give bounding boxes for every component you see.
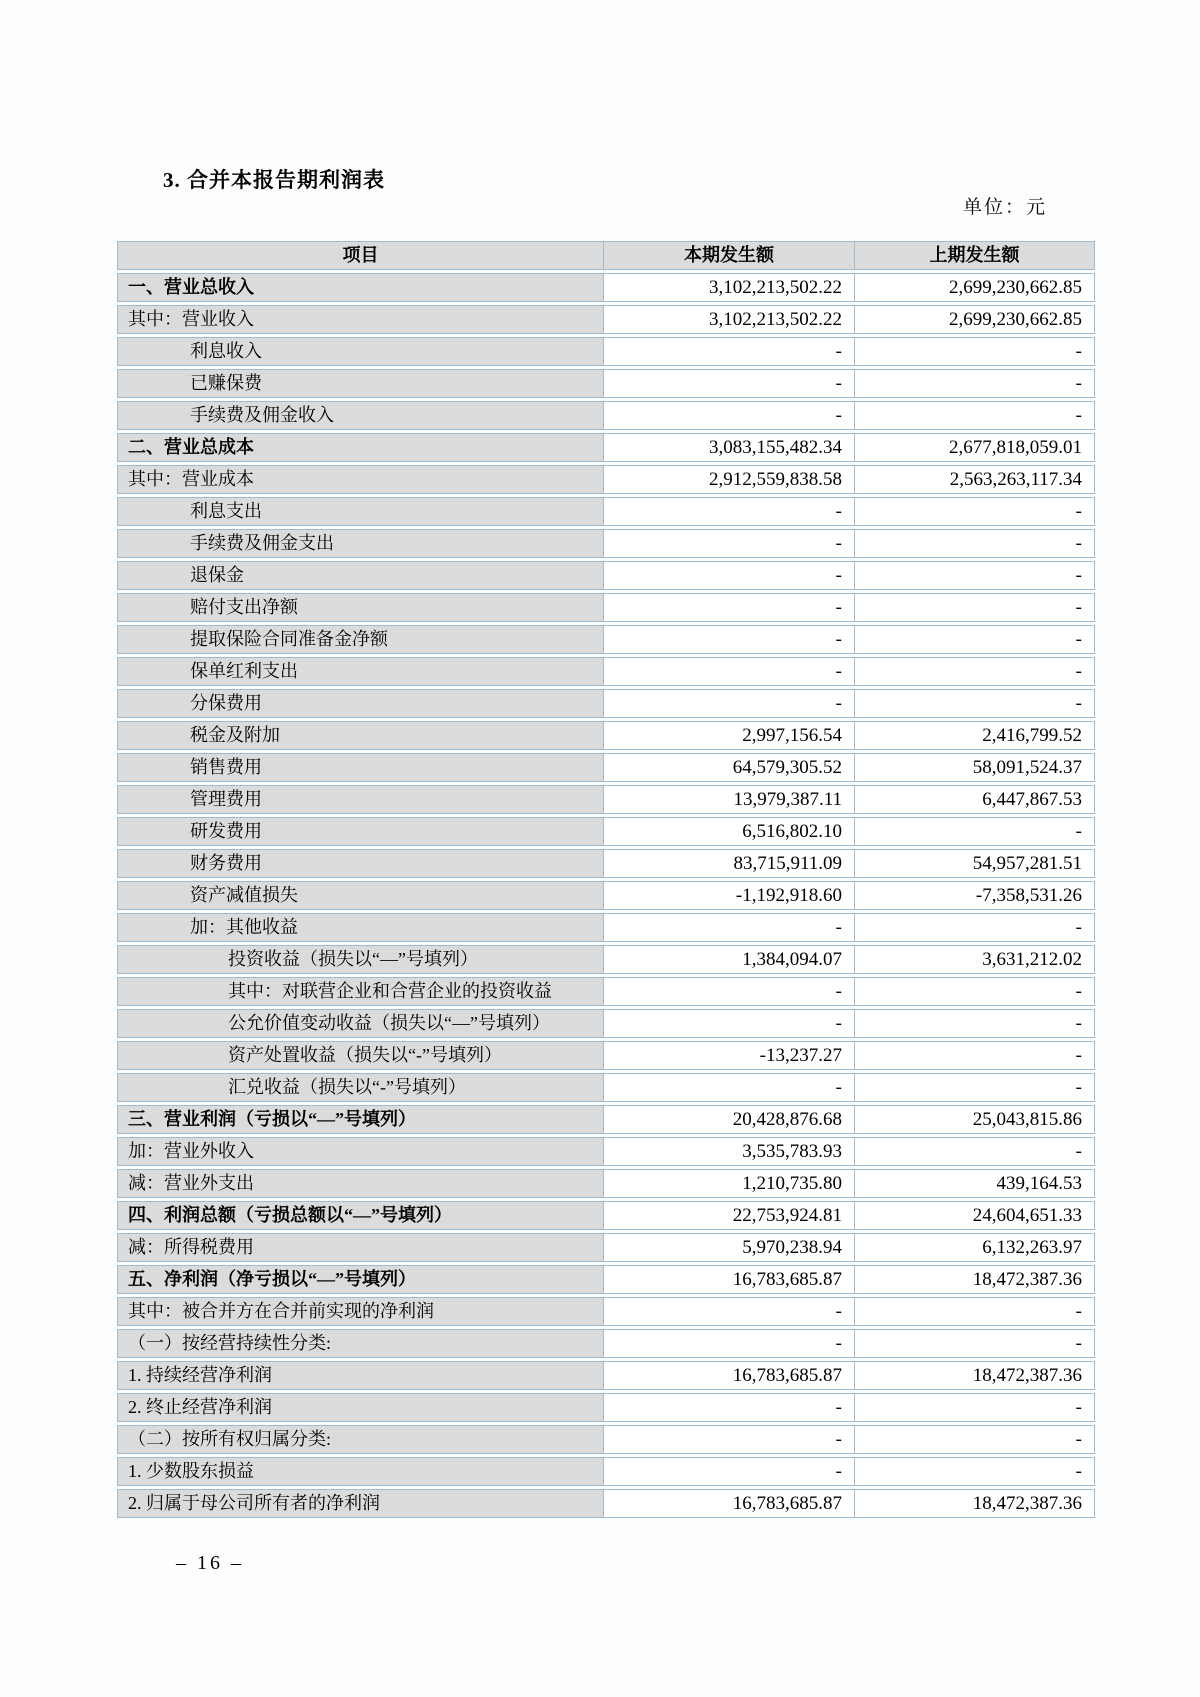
row-label: 资产处置收益（损失以“-”号填列）	[117, 1041, 604, 1070]
row-current-value: -	[604, 1329, 855, 1358]
page-number: – 16 –	[176, 1552, 244, 1574]
table-row	[117, 273, 1095, 302]
row-prior-value: 439,164.53	[855, 1169, 1095, 1198]
row-label: 税金及附加	[117, 721, 604, 750]
row-current-value: -	[604, 1073, 855, 1102]
row-prior-value: -	[855, 1457, 1095, 1486]
table-header	[117, 241, 1095, 270]
table-row	[117, 1361, 1095, 1390]
table-row	[117, 1489, 1095, 1518]
row-label: 三、营业利润（亏损以“—”号填列）	[117, 1105, 604, 1134]
row-label: 加：营业外收入	[117, 1137, 604, 1166]
row-prior-value: 2,699,230,662.85	[855, 305, 1095, 334]
income-statement-table	[117, 238, 1095, 1521]
row-label: 已赚保费	[117, 369, 604, 398]
row-current-value: -	[604, 1297, 855, 1326]
row-label: 四、利润总额（亏损总额以“—”号填列）	[117, 1201, 604, 1230]
row-current-value: 3,083,155,482.34	[604, 433, 855, 462]
row-current-value: -	[604, 1009, 855, 1038]
col-header-current: 本期发生额	[604, 241, 855, 270]
row-label: （一）按经营持续性分类:	[117, 1329, 604, 1358]
row-prior-value: 6,132,263.97	[855, 1233, 1095, 1262]
table-row	[117, 1233, 1095, 1262]
row-label: 其中：对联营企业和合营企业的投资收益	[117, 977, 604, 1006]
row-current-value: -13,237.27	[604, 1041, 855, 1070]
row-current-value: 1,384,094.07	[604, 945, 855, 974]
table-row	[117, 1265, 1095, 1294]
row-prior-value: -	[855, 401, 1095, 430]
row-label: 研发费用	[117, 817, 604, 846]
row-prior-value: 54,957,281.51	[855, 849, 1095, 878]
row-label: 汇兑收益（损失以“-”号填列）	[117, 1073, 604, 1102]
section-title: 3. 合并本报告期利润表	[163, 168, 385, 192]
row-label: 分保费用	[117, 689, 604, 718]
row-current-value: 3,535,783.93	[604, 1137, 855, 1166]
row-prior-value: -	[855, 913, 1095, 942]
table-row	[117, 721, 1095, 750]
row-prior-value: 25,043,815.86	[855, 1105, 1095, 1134]
table-row	[117, 497, 1095, 526]
row-label: 利息收入	[117, 337, 604, 366]
col-header-item: 项目	[117, 241, 604, 270]
row-prior-value: -	[855, 657, 1095, 686]
row-label: 1. 少数股东损益	[117, 1457, 604, 1486]
row-label: 提取保险合同准备金净额	[117, 625, 604, 654]
table-row	[117, 465, 1095, 494]
row-prior-value: 18,472,387.36	[855, 1361, 1095, 1390]
row-current-value: -	[604, 913, 855, 942]
row-label: 2. 归属于母公司所有者的净利润	[117, 1489, 604, 1518]
row-current-value: -	[604, 625, 855, 654]
row-prior-value: 24,604,651.33	[855, 1201, 1095, 1230]
row-label: 手续费及佣金支出	[117, 529, 604, 558]
table-row	[117, 785, 1095, 814]
row-prior-value: -	[855, 337, 1095, 366]
table-row	[117, 977, 1095, 1006]
row-current-value: -1,192,918.60	[604, 881, 855, 910]
row-current-value: 16,783,685.87	[604, 1489, 855, 1518]
row-label: 销售费用	[117, 753, 604, 782]
row-label: （二）按所有权归属分类:	[117, 1425, 604, 1454]
row-prior-value: -	[855, 369, 1095, 398]
row-label: 2. 终止经营净利润	[117, 1393, 604, 1422]
row-current-value: 2,997,156.54	[604, 721, 855, 750]
row-label: 资产减值损失	[117, 881, 604, 910]
row-label: 公允价值变动收益（损失以“—”号填列）	[117, 1009, 604, 1038]
row-label: 其中：营业成本	[117, 465, 604, 494]
table-row	[117, 1297, 1095, 1326]
row-label: 二、营业总成本	[117, 433, 604, 462]
row-current-value: -	[604, 689, 855, 718]
table-row	[117, 625, 1095, 654]
table-row	[117, 305, 1095, 334]
table-row	[117, 945, 1095, 974]
table-row	[117, 337, 1095, 366]
col-header-prior: 上期发生额	[855, 241, 1095, 270]
row-current-value: 1,210,735.80	[604, 1169, 855, 1198]
row-prior-value: -	[855, 689, 1095, 718]
row-prior-value: -	[855, 1137, 1095, 1166]
table-row	[117, 1073, 1095, 1102]
row-label: 减：营业外支出	[117, 1169, 604, 1198]
row-label: 保单红利支出	[117, 657, 604, 686]
row-prior-value: -	[855, 817, 1095, 846]
table-row	[117, 849, 1095, 878]
row-label: 其中：营业收入	[117, 305, 604, 334]
unit-label: 单位：元	[962, 197, 1047, 218]
table-row	[117, 881, 1095, 910]
row-prior-value: -	[855, 561, 1095, 590]
table-row	[117, 1009, 1095, 1038]
row-current-value: -	[604, 657, 855, 686]
row-current-value: -	[604, 401, 855, 430]
table-row	[117, 1393, 1095, 1422]
row-prior-value: -	[855, 625, 1095, 654]
table-row	[117, 657, 1095, 686]
table-row	[117, 1105, 1095, 1134]
row-current-value: 2,912,559,838.58	[604, 465, 855, 494]
row-label: 一、营业总收入	[117, 273, 604, 302]
row-current-value: -	[604, 1457, 855, 1486]
table-row	[117, 1137, 1095, 1166]
row-current-value: -	[604, 593, 855, 622]
row-prior-value: -	[855, 1329, 1095, 1358]
row-current-value: 64,579,305.52	[604, 753, 855, 782]
row-label: 1. 持续经营净利润	[117, 1361, 604, 1390]
row-current-value: 22,753,924.81	[604, 1201, 855, 1230]
table-header-row	[117, 241, 1095, 270]
row-current-value: 3,102,213,502.22	[604, 305, 855, 334]
row-prior-value: 18,472,387.36	[855, 1489, 1095, 1518]
row-current-value: -	[604, 977, 855, 1006]
row-current-value: 6,516,802.10	[604, 817, 855, 846]
row-label: 其中：被合并方在合并前实现的净利润	[117, 1297, 604, 1326]
row-prior-value: 58,091,524.37	[855, 753, 1095, 782]
row-current-value: 16,783,685.87	[604, 1361, 855, 1390]
row-prior-value: -	[855, 497, 1095, 526]
table-row	[117, 529, 1095, 558]
table-row	[117, 1329, 1095, 1358]
row-current-value: -	[604, 369, 855, 398]
row-current-value: 3,102,213,502.22	[604, 273, 855, 302]
row-prior-value: -	[855, 1009, 1095, 1038]
row-prior-value: -	[855, 1073, 1095, 1102]
row-current-value: 16,783,685.87	[604, 1265, 855, 1294]
table-row	[117, 753, 1095, 782]
row-current-value: -	[604, 497, 855, 526]
row-label: 退保金	[117, 561, 604, 590]
row-prior-value: 6,447,867.53	[855, 785, 1095, 814]
table-row	[117, 561, 1095, 590]
row-prior-value: -	[855, 1425, 1095, 1454]
row-label: 管理费用	[117, 785, 604, 814]
table-row	[117, 1457, 1095, 1486]
row-label: 手续费及佣金收入	[117, 401, 604, 430]
row-current-value: 83,715,911.09	[604, 849, 855, 878]
table-row	[117, 1425, 1095, 1454]
row-prior-value: 3,631,212.02	[855, 945, 1095, 974]
table-row	[117, 401, 1095, 430]
row-prior-value: -	[855, 1297, 1095, 1326]
row-current-value: -	[604, 529, 855, 558]
row-label: 减：所得税费用	[117, 1233, 604, 1262]
row-label: 财务费用	[117, 849, 604, 878]
row-prior-value: 2,416,799.52	[855, 721, 1095, 750]
row-current-value: 5,970,238.94	[604, 1233, 855, 1262]
table-row	[117, 913, 1095, 942]
row-prior-value: -7,358,531.26	[855, 881, 1095, 910]
row-prior-value: -	[855, 1041, 1095, 1070]
row-prior-value: -	[855, 529, 1095, 558]
table-body	[117, 273, 1095, 1518]
table-row	[117, 433, 1095, 462]
row-current-value: 13,979,387.11	[604, 785, 855, 814]
row-current-value: -	[604, 1393, 855, 1422]
table-row	[117, 369, 1095, 398]
row-label: 五、净利润（净亏损以“—”号填列）	[117, 1265, 604, 1294]
table-row	[117, 689, 1095, 718]
row-current-value: -	[604, 337, 855, 366]
table-row	[117, 1169, 1095, 1198]
row-label: 投资收益（损失以“—”号填列）	[117, 945, 604, 974]
table-row	[117, 1041, 1095, 1070]
row-label: 加：其他收益	[117, 913, 604, 942]
row-current-value: -	[604, 1425, 855, 1454]
table-row	[117, 817, 1095, 846]
row-prior-value: -	[855, 977, 1095, 1006]
row-prior-value: -	[855, 593, 1095, 622]
row-current-value: 20,428,876.68	[604, 1105, 855, 1134]
table-row	[117, 1201, 1095, 1230]
table-row	[117, 593, 1095, 622]
row-prior-value: -	[855, 1393, 1095, 1422]
row-label: 利息支出	[117, 497, 604, 526]
row-prior-value: 2,699,230,662.85	[855, 273, 1095, 302]
row-prior-value: 2,563,263,117.34	[855, 465, 1095, 494]
row-current-value: -	[604, 561, 855, 590]
row-prior-value: 2,677,818,059.01	[855, 433, 1095, 462]
row-label: 赔付支出净额	[117, 593, 604, 622]
row-prior-value: 18,472,387.36	[855, 1265, 1095, 1294]
